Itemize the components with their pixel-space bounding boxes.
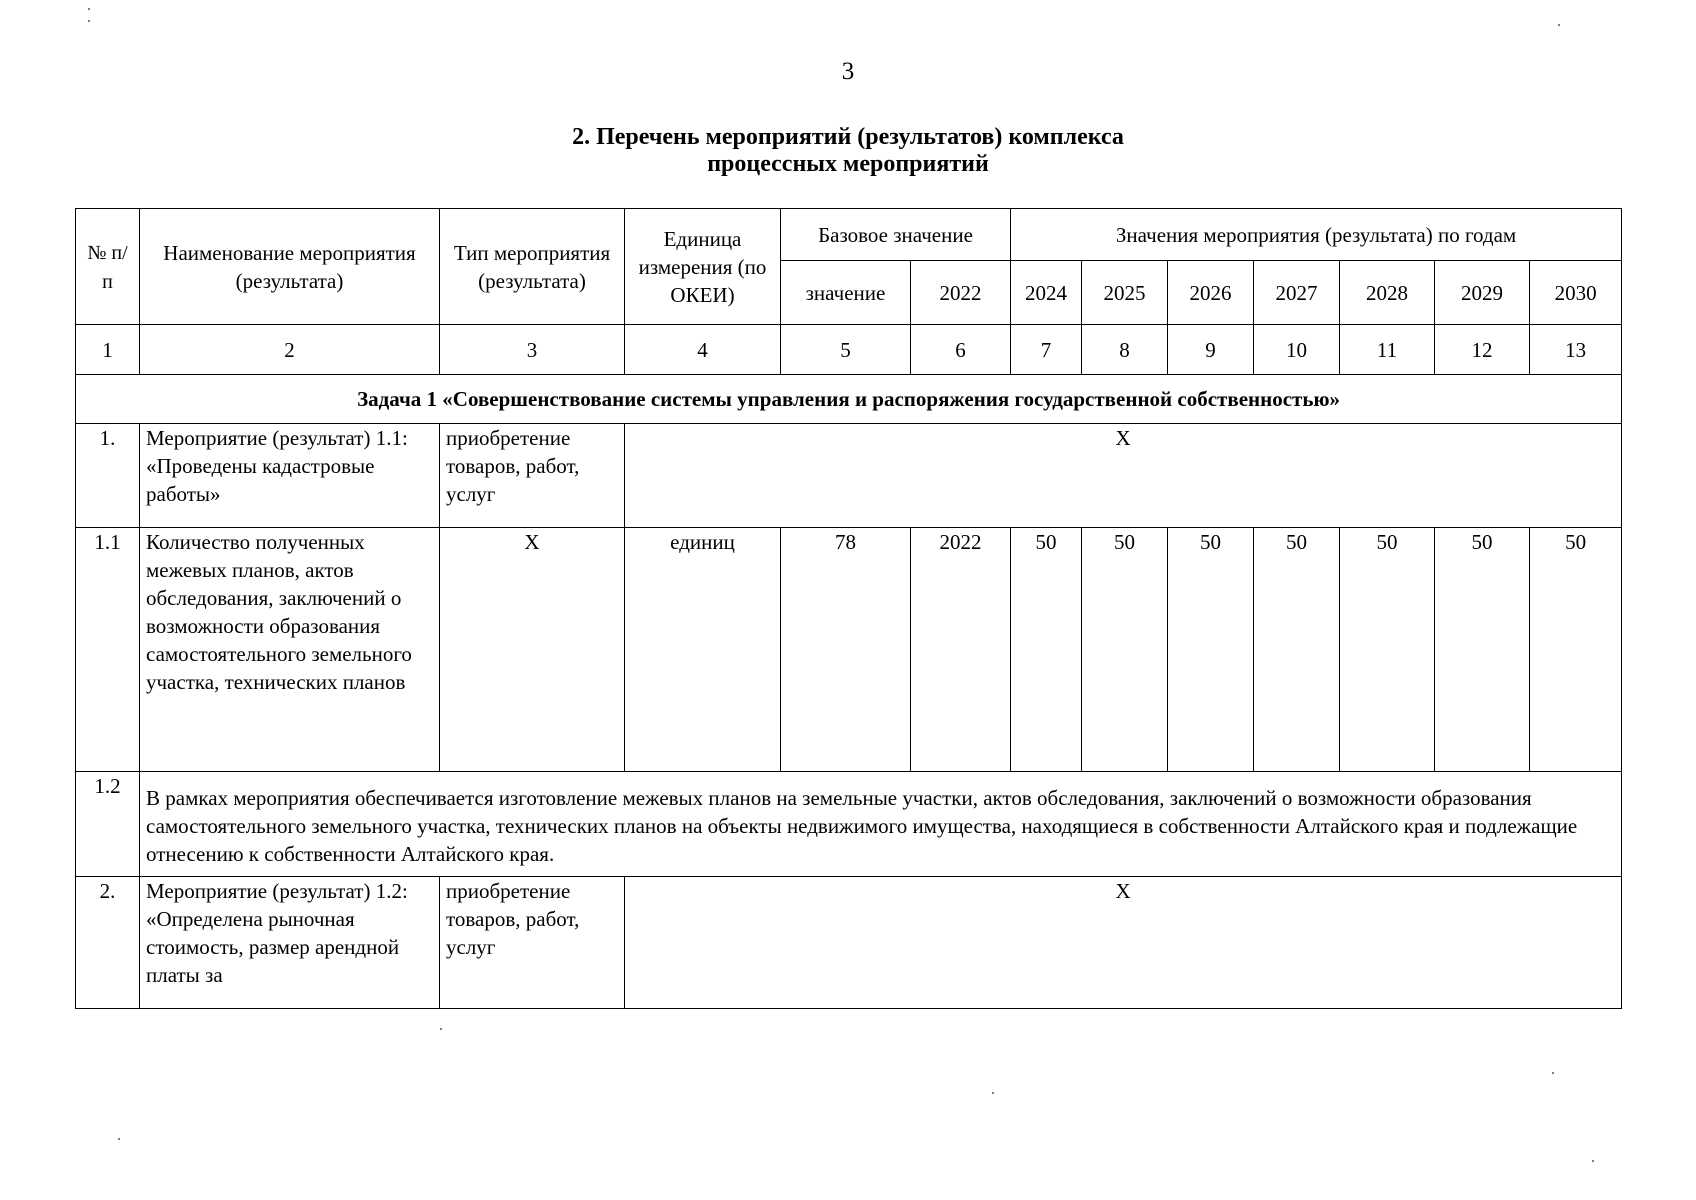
- not-applicable-mark: Х: [625, 877, 1622, 1009]
- indicator-type: Х: [440, 528, 625, 772]
- column-number: 5: [781, 325, 911, 375]
- header-unit: Единица измерения (по ОКЕИ): [625, 209, 781, 325]
- table-row: [76, 424, 1622, 528]
- row-number: 2.: [76, 877, 140, 1009]
- header-year: 2030: [1530, 261, 1622, 325]
- scan-speck: [1552, 1072, 1554, 1074]
- header-base-year: 2022: [911, 261, 1011, 325]
- column-number: 2: [140, 325, 440, 375]
- activity-name: Мероприятие (результат) 1.1: «Проведены кадастровые работы»: [140, 424, 440, 528]
- column-number: 13: [1530, 325, 1622, 375]
- scan-speck: [1592, 1160, 1594, 1162]
- column-number: 3: [440, 325, 625, 375]
- activity-description: В рамках мероприятия обеспечивается изготовление межевых планов на земельные участки, актов обследования, заключений о возможности образования самостоятельного земельного участка, технических планов на объекты недвижимого имущества, находящиеся в собственности Алтайского края и подлежащие отнесению к собственности Алтайского края.: [140, 772, 1622, 877]
- activity-name: Мероприятие (результат) 1.2: «Определена рыночная стоимость, размер арендной платы за: [140, 877, 440, 1009]
- table-row: [76, 877, 1622, 1009]
- row-number: 1.: [76, 424, 140, 528]
- indicator-year-value: 50: [1435, 528, 1530, 772]
- task-row: [76, 375, 1622, 424]
- column-number: 9: [1168, 325, 1254, 375]
- row-number: 1.1: [76, 528, 140, 772]
- column-number: 12: [1435, 325, 1530, 375]
- indicator-year-value: 50: [1254, 528, 1340, 772]
- column-number: 8: [1082, 325, 1168, 375]
- column-number: 10: [1254, 325, 1340, 375]
- scan-speck: [440, 1028, 442, 1030]
- header-year: 2029: [1435, 261, 1530, 325]
- indicator-year-value: 50: [1011, 528, 1082, 772]
- column-number: 6: [911, 325, 1011, 375]
- header-year: 2025: [1082, 261, 1168, 325]
- not-applicable-mark: Х: [625, 424, 1622, 528]
- header-type: Тип мероприятия (результата): [440, 209, 625, 325]
- section-title-line-2: процессных мероприятий: [707, 151, 989, 177]
- task-title: Задача 1 «Совершенствование системы управления и распоряжения государственной собственностью»: [76, 375, 1622, 424]
- activities-table: [75, 208, 1622, 1009]
- header-year: 2024: [1011, 261, 1082, 325]
- page-number: 3: [841, 58, 855, 85]
- scan-speck: [88, 20, 90, 22]
- table-row: [76, 772, 1622, 877]
- section-title: [0, 124, 1696, 178]
- column-number-row: [76, 325, 1622, 375]
- indicator-year-value: 50: [1168, 528, 1254, 772]
- column-number: 4: [625, 325, 781, 375]
- header-year: 2027: [1254, 261, 1340, 325]
- indicator-base-year: 2022: [911, 528, 1011, 772]
- column-number: 7: [1011, 325, 1082, 375]
- indicator-name: Количество полученных межевых планов, актов обследования, заключений о возможности образования самостоятельного земельного участка, технических планов: [140, 528, 440, 772]
- scan-speck: [118, 1138, 120, 1140]
- indicator-year-value: 50: [1530, 528, 1622, 772]
- table-header-row-1: [76, 209, 1622, 261]
- scan-speck: [992, 1092, 994, 1094]
- indicator-base-value: 78: [781, 528, 911, 772]
- column-number: 1: [76, 325, 140, 375]
- header-name: Наименование мероприятия (результата): [140, 209, 440, 325]
- header-year: 2028: [1340, 261, 1435, 325]
- indicator-year-value: 50: [1082, 528, 1168, 772]
- section-title-line-1: 2. Перечень мероприятий (результатов) комплекса: [572, 124, 1124, 150]
- header-years-group: Значения мероприятия (результата) по годам: [1011, 209, 1622, 261]
- scan-speck: [1558, 24, 1560, 26]
- header-year: 2026: [1168, 261, 1254, 325]
- header-base-value: значение: [781, 261, 911, 325]
- header-num: № п/п: [76, 209, 140, 325]
- activity-type: приобретение товаров, работ, услуг: [440, 877, 625, 1009]
- activity-type: приобретение товаров, работ, услуг: [440, 424, 625, 528]
- indicator-year-value: 50: [1340, 528, 1435, 772]
- scan-speck: [88, 8, 90, 10]
- indicator-unit: единиц: [625, 528, 781, 772]
- header-base: Базовое значение: [781, 209, 1011, 261]
- table-row: [76, 528, 1622, 772]
- column-number: 11: [1340, 325, 1435, 375]
- row-number: 1.2: [76, 772, 140, 877]
